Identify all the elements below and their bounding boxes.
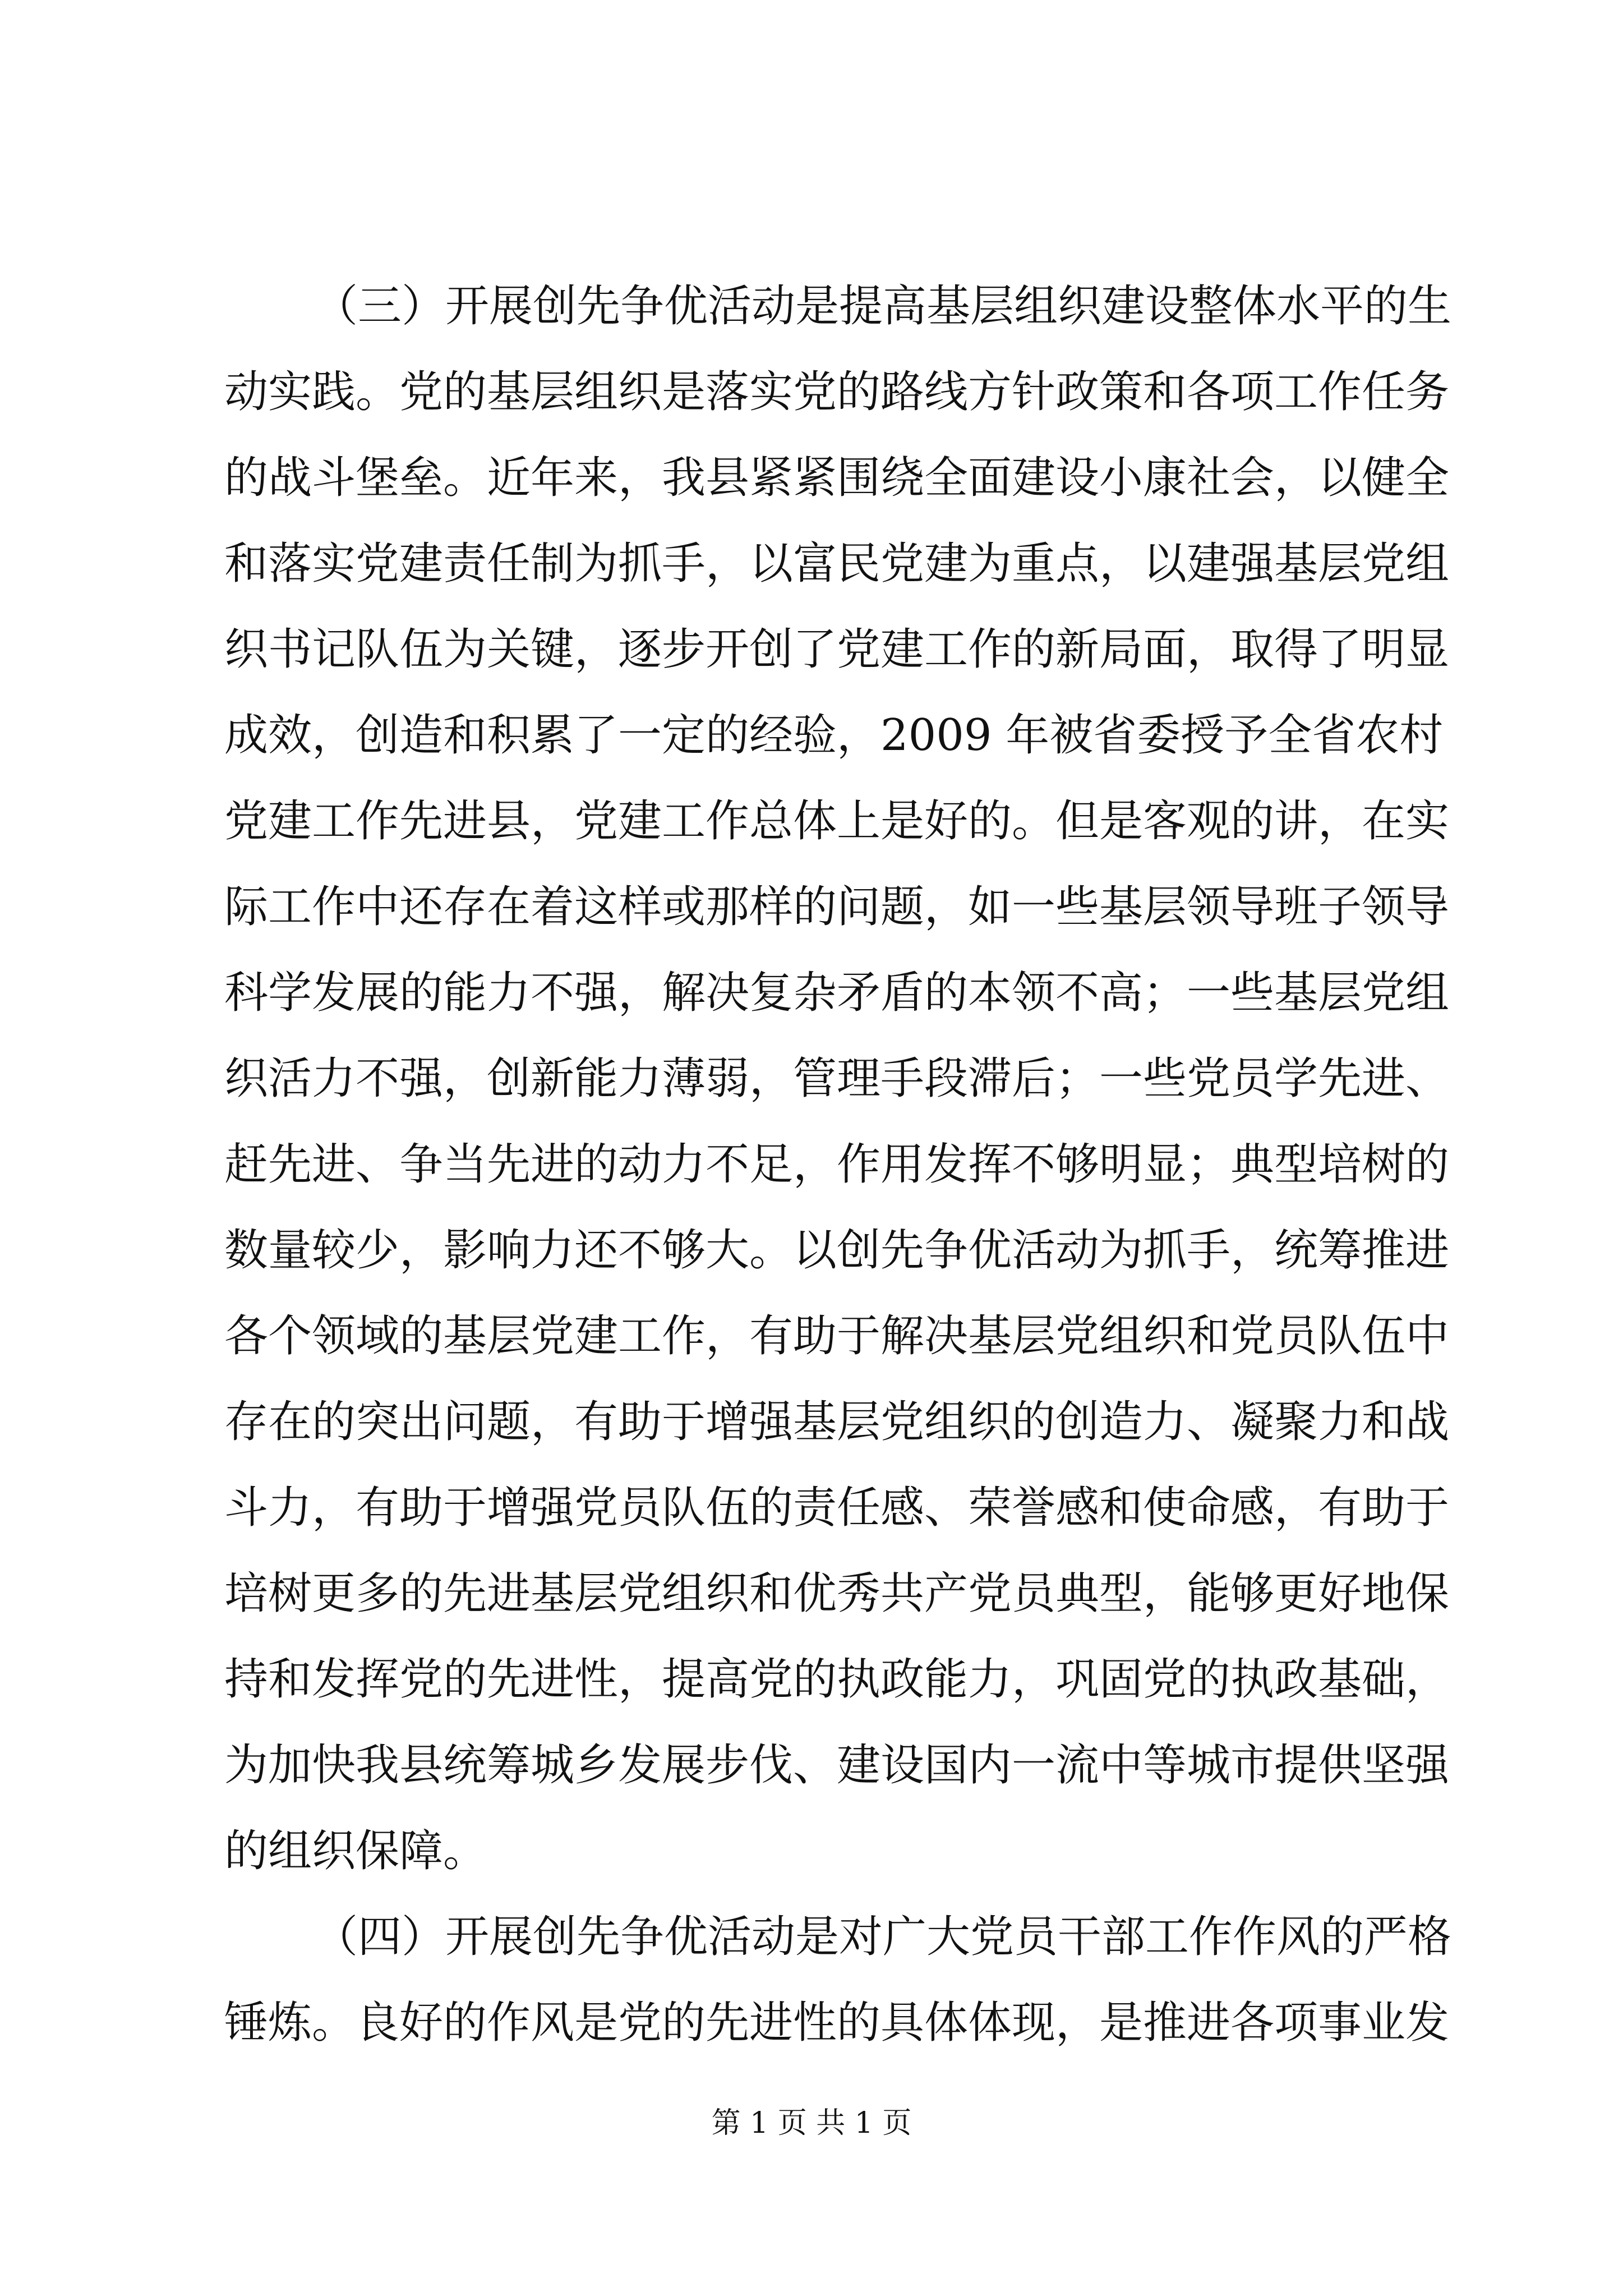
text-line: 为加快我县统筹城乡发展步伐、建设国内一流中等城市提供坚强	[224, 1740, 1450, 1791]
text-line: 各个领域的基层党建工作，有助于解决基层党组织和党员队伍中	[224, 1311, 1450, 1361]
paragraph-3-heading-line: （三）开展创先争优活动是提高基层组织建设整体水平的生	[314, 281, 1452, 332]
text-line: 织书记队伍为关键，逐步开创了党建工作的新局面，取得了明显	[224, 624, 1450, 675]
body-text	[224, 264, 1452, 2066]
text-line: 成效，创造和积累了一定的经验，2009 年被省委授予全省农村	[224, 710, 1444, 761]
paragraph-4-heading-line: （四）开展创先争优活动是对广大党员干部工作作风的严格	[314, 1912, 1452, 1962]
text-line: 和落实党建责任制为抓手，以富民党建为重点，以建强基层党组	[224, 539, 1450, 589]
text-line: 数量较少，影响力还不够大。以创先争优活动为抓手，统筹推进	[224, 1225, 1450, 1276]
text-line: 动实践。党的基层组织是落实党的路线方针政策和各项工作任务	[224, 367, 1450, 417]
text-line: 党建工作先进县，党建工作总体上是好的。但是客观的讲，在实	[224, 796, 1450, 846]
text-line: 斗力，有助于增强党员队伍的责任感、荣誉感和使命感，有助于	[224, 1483, 1450, 1533]
text-line: 际工作中还存在着这样或那样的问题，如一些基层领导班子领导	[224, 882, 1450, 932]
page-footer: 第 1 页 共 1 页	[711, 2106, 912, 2140]
text-line: 科学发展的能力不强，解决复杂矛盾的本领不高；一些基层党组	[224, 968, 1450, 1018]
text-line: 培树更多的先进基层党组织和优秀共产党员典型，能够更好地保	[224, 1568, 1450, 1619]
text-line: 织活力不强，创新能力薄弱，管理手段滞后；一些党员学先进、	[224, 1053, 1450, 1104]
text-line: 赶先进、争当先进的动力不足，作用发挥不够明显；典型培树的	[224, 1139, 1450, 1190]
text-line: 持和发挥党的先进性，提高党的执政能力，巩固党的执政基础，	[224, 1654, 1450, 1705]
text-line: 存在的突出问题，有助于增强基层党组织的创造力、凝聚力和战	[224, 1397, 1450, 1447]
text-line: 的战斗堡垒。近年来，我县紧紧围绕全面建设小康社会，以健全	[224, 453, 1450, 503]
text-line: 锤炼。良好的作风是党的先进性的具体体现，是推进各项事业发	[224, 1998, 1450, 2048]
paragraph-end-line: 的组织保障。	[224, 1826, 487, 1876]
